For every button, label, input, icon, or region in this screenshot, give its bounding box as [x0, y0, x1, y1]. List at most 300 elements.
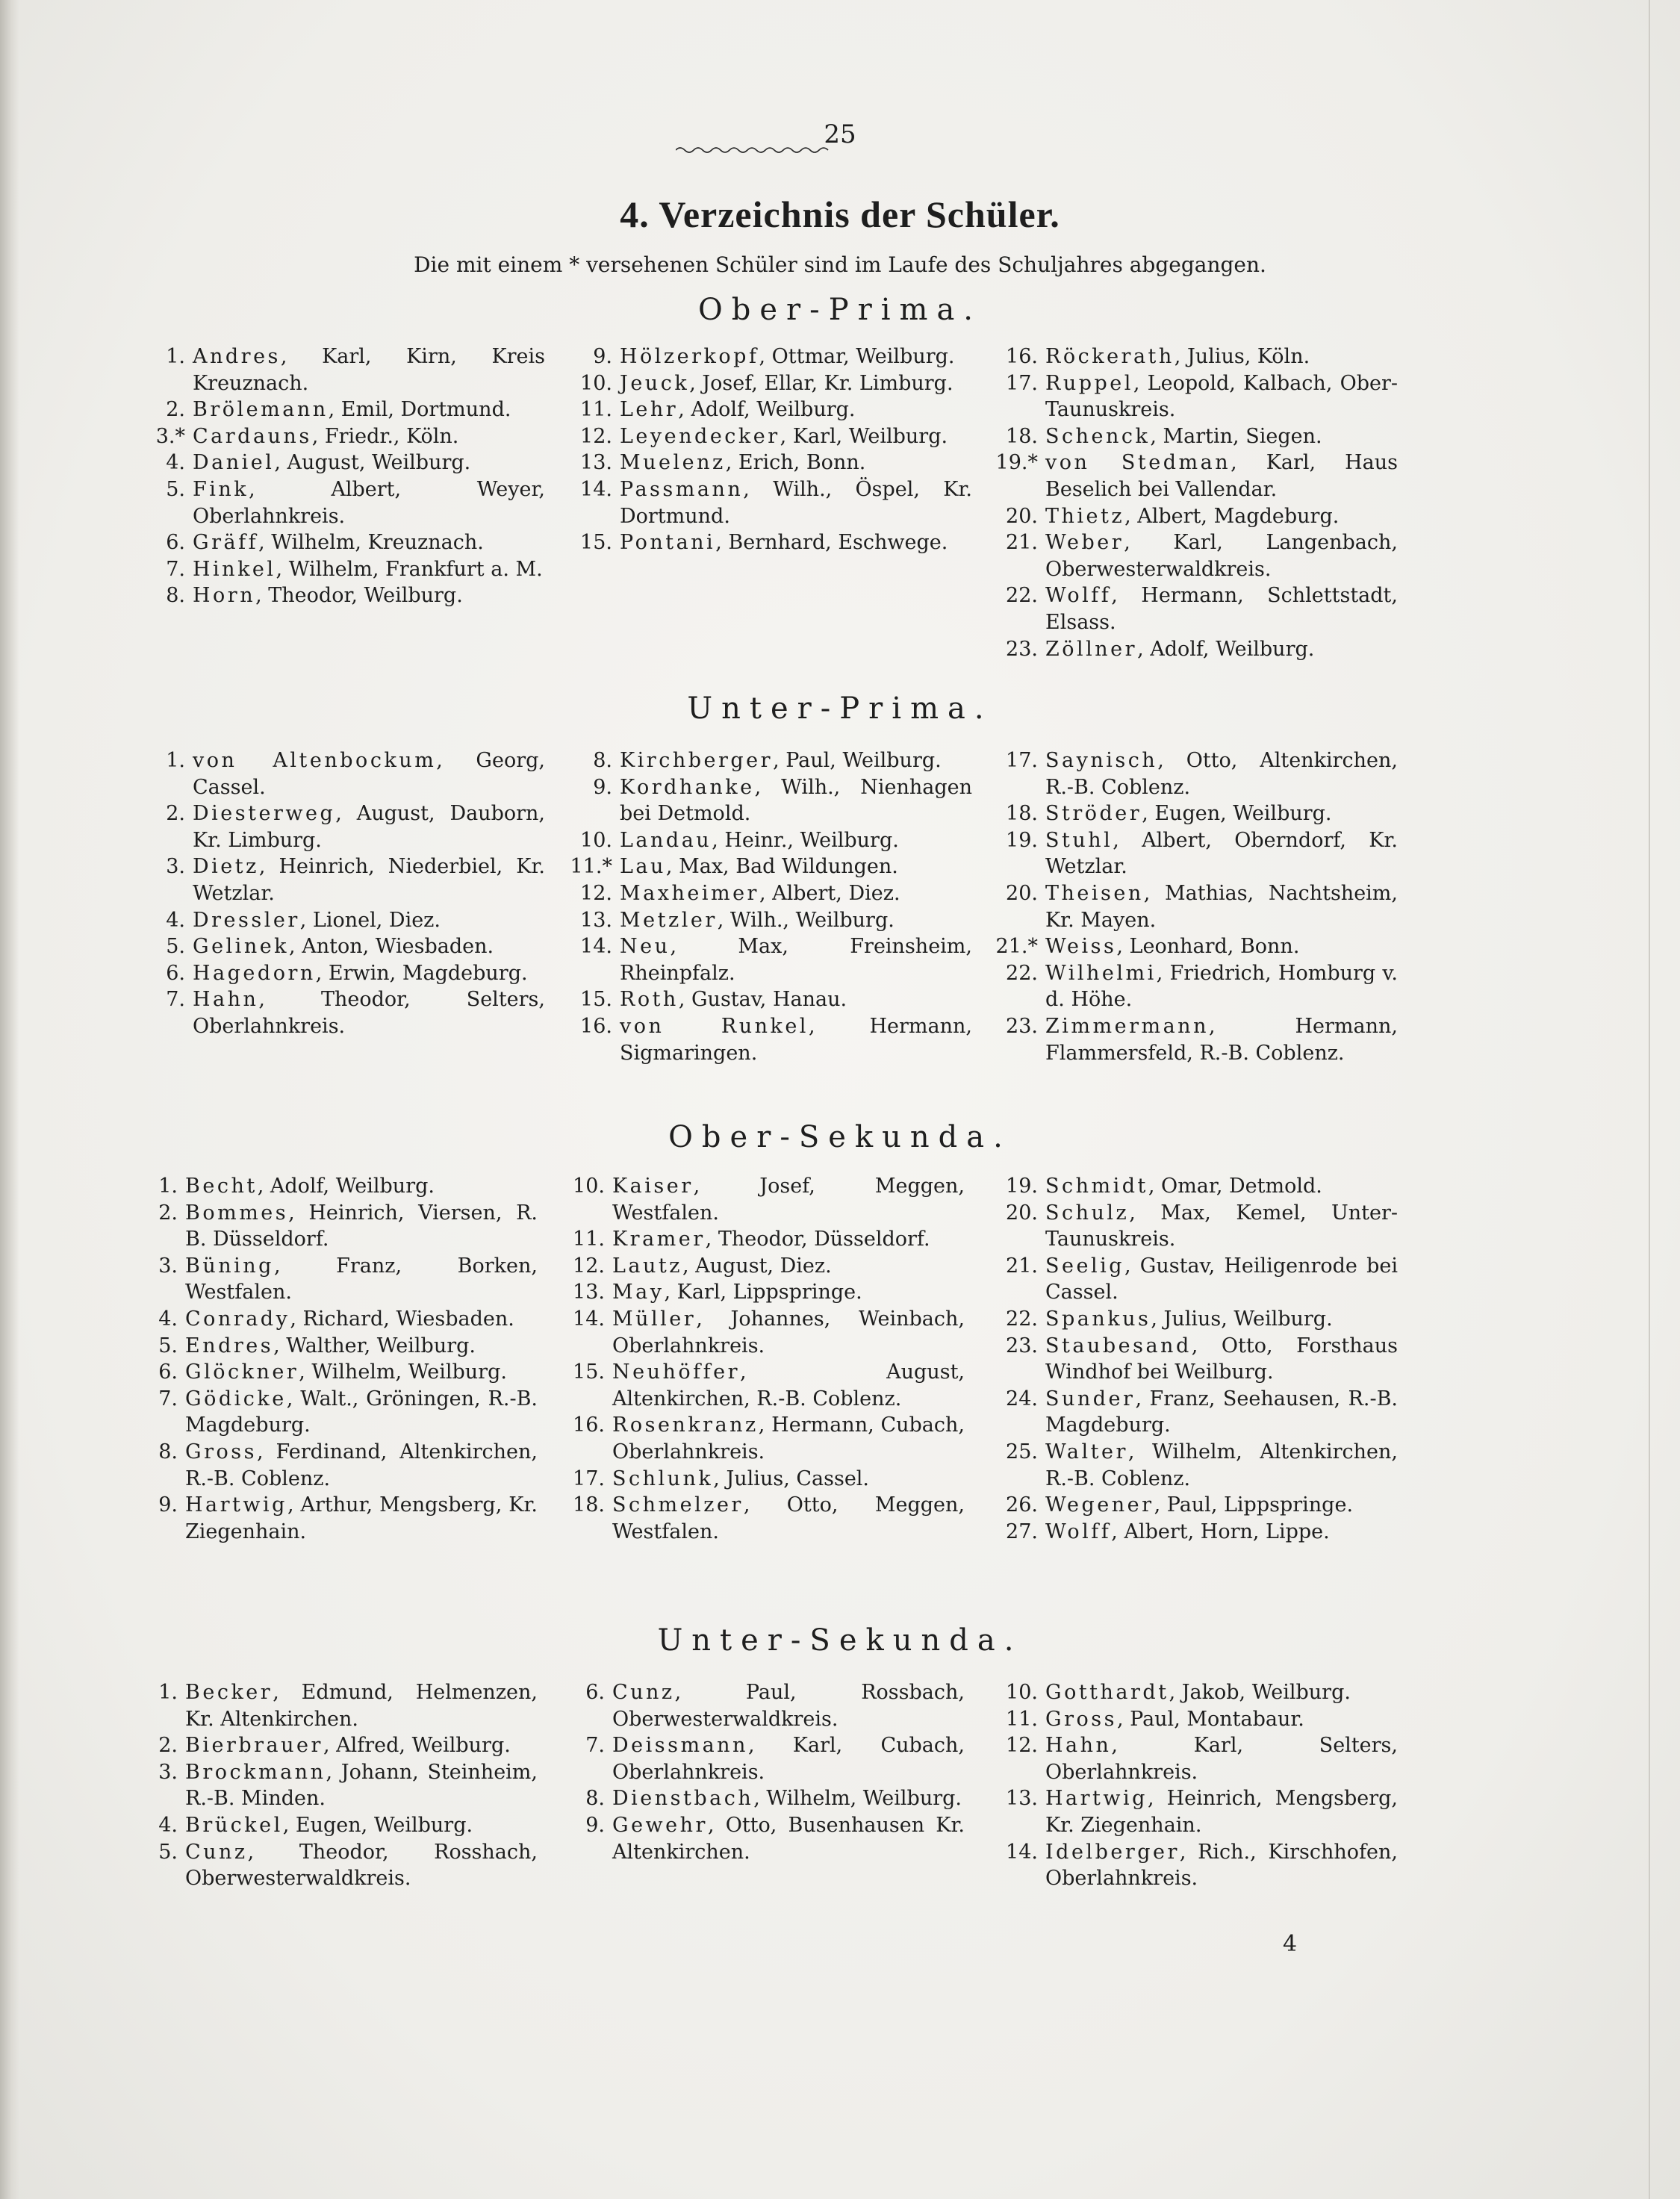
- student-details: , Otto, Busenhausen Kr. Altenkirchen.: [612, 1813, 965, 1864]
- list-column: [980, 1173, 1398, 1545]
- list-item: [980, 423, 1398, 450]
- student-surname: Lehr: [620, 398, 679, 422]
- student-details: , Wilhelm, Frankfurt a. M.: [276, 557, 543, 581]
- list-item: [980, 1839, 1398, 1892]
- entry-number: 22.: [1006, 1307, 1038, 1331]
- note-text: Die mit einem * versehenen Schüler sind im Laufe des Schuljahres abgegangen.: [414, 252, 1266, 277]
- entry-number: 18.: [1006, 424, 1038, 448]
- student-surname: Muelenz: [620, 451, 726, 475]
- entry-text: [1045, 1439, 1398, 1492]
- list-item: [980, 1386, 1398, 1439]
- student-surname: Brölemann: [193, 398, 329, 422]
- list-item: [980, 827, 1398, 880]
- list-column: [547, 1173, 965, 1545]
- entry-number: 15.: [580, 988, 612, 1012]
- entry-number: 13.: [573, 1281, 605, 1304]
- student-surname: Müller: [612, 1307, 697, 1331]
- list-item: [980, 1200, 1398, 1253]
- student-details: , Rich., Kirschhofen, Oberlahnkreis.: [1045, 1840, 1398, 1891]
- entry-text: [185, 1812, 538, 1839]
- student-surname: Brückel: [185, 1813, 283, 1837]
- entry-text: [620, 747, 972, 774]
- page-binding-shadow: [0, 0, 19, 2199]
- student-surname: Stuhl: [1045, 828, 1113, 852]
- student-details: , Erwin, Magdeburg.: [315, 961, 528, 985]
- student-details: , Albert, Diez.: [759, 881, 900, 905]
- entry-number: 7.: [585, 1734, 605, 1758]
- student-surname: Ruppel: [1045, 371, 1133, 395]
- list-item: [119, 1492, 538, 1545]
- entry-text: [620, 774, 972, 827]
- student-surname: Gödicke: [185, 1387, 287, 1410]
- student-surname: Landau: [620, 828, 712, 852]
- entry-number: 7.: [166, 557, 185, 581]
- entry-number: 5.: [166, 935, 185, 959]
- student-details: , Wilh., Öspel, Kr. Dortmund.: [620, 477, 972, 528]
- list-item: [554, 747, 972, 774]
- list-item: [980, 1785, 1398, 1838]
- student-details: , Eugen, Weilburg.: [282, 1813, 473, 1837]
- student-details: , Jakob, Weilburg.: [1169, 1681, 1351, 1704]
- list-item: [547, 1359, 965, 1412]
- entry-number: 12.: [580, 881, 612, 905]
- student-surname: Weiss: [1045, 935, 1117, 959]
- entry-text: [193, 582, 545, 609]
- list-item: [980, 370, 1398, 423]
- student-surname: Wilhelmi: [1045, 961, 1157, 985]
- entry-text: [1045, 529, 1398, 582]
- student-details: , Karl, Weilburg.: [780, 424, 948, 448]
- entry-text: [185, 1759, 538, 1812]
- entry-number: 1.: [166, 345, 185, 368]
- entry-text: [1045, 1492, 1398, 1519]
- student-surname: Pontani: [620, 531, 716, 555]
- list-column: [547, 1679, 965, 1865]
- entry-number: 5.: [158, 1840, 178, 1864]
- list-item: [127, 933, 545, 960]
- student-details: , Albert, Oberndorf, Kr. Wetzlar.: [1045, 828, 1398, 879]
- student-details: , Adolf, Weilburg.: [678, 398, 856, 422]
- entry-number: 6.: [166, 961, 185, 985]
- list-item: [554, 774, 972, 827]
- entry-number: 16.: [580, 1014, 612, 1038]
- entry-text: [1045, 1333, 1398, 1386]
- student-surname: Büning: [185, 1254, 274, 1278]
- entry-number: 3.: [166, 855, 185, 879]
- entry-text: [193, 853, 545, 906]
- student-surname: Wegener: [1045, 1493, 1154, 1517]
- entry-text: [193, 476, 545, 529]
- list-item: [547, 1785, 965, 1812]
- student-details: , Otto, Forsthaus Windhof bei Weilburg.: [1045, 1334, 1398, 1384]
- list-item: [547, 1306, 965, 1359]
- student-surname: Fink: [193, 477, 249, 501]
- entry-number: 12.: [573, 1254, 605, 1278]
- list-column: [127, 343, 545, 609]
- student-details: , Alfred, Weilburg.: [323, 1734, 511, 1758]
- entry-text: [620, 529, 972, 556]
- student-details: , Johann, Steinheim, R.-B. Minden.: [185, 1760, 538, 1811]
- list-item: [980, 1732, 1398, 1785]
- list-item: [127, 450, 545, 476]
- list-item: [980, 747, 1398, 800]
- student-details: , Karl, Kirn, Kreis Kreuznach.: [193, 345, 545, 395]
- list-item: [980, 1519, 1398, 1546]
- student-surname: Lau: [620, 855, 666, 879]
- list-item: [127, 853, 545, 906]
- list-item: [554, 529, 972, 556]
- list-item: [119, 1732, 538, 1759]
- student-details: , Albert, Magdeburg.: [1124, 504, 1340, 528]
- entry-number: 8.: [585, 1787, 605, 1811]
- student-details: , Omar, Detmold.: [1148, 1175, 1322, 1198]
- student-details: , Adolf, Weilburg.: [1137, 637, 1315, 661]
- student-details: , Eugen, Weilburg.: [1142, 802, 1332, 826]
- student-surname: Zimmermann: [1045, 1014, 1209, 1038]
- student-surname: Schmelzer: [612, 1493, 744, 1517]
- entry-text: [1045, 747, 1398, 800]
- entry-number: 11.*: [570, 855, 612, 879]
- list-item: [547, 1226, 965, 1253]
- entry-number: 7.: [166, 988, 185, 1012]
- entry-text: [1045, 827, 1398, 880]
- student-surname: Spankus: [1045, 1307, 1151, 1331]
- entry-number: 24.: [1006, 1387, 1038, 1410]
- entry-number: 25.: [1006, 1440, 1038, 1464]
- entry-text: [620, 396, 972, 423]
- student-surname: von Stedman: [1045, 451, 1231, 475]
- list-item: [554, 343, 972, 370]
- entry-number: 4.: [158, 1813, 178, 1837]
- student-details: , Georg, Cassel.: [193, 749, 545, 799]
- student-surname: Staubesand: [1045, 1334, 1192, 1357]
- entry-text: [612, 1492, 965, 1545]
- student-details: , Friedrich, Homburg v. d. Höhe.: [1045, 961, 1398, 1012]
- student-details: , Franz, Borken, Westfalen.: [185, 1254, 538, 1304]
- student-surname: Sunder: [1045, 1387, 1136, 1410]
- entry-text: [1045, 503, 1398, 530]
- student-surname: Kordhanke: [620, 775, 755, 799]
- entry-text: [1045, 636, 1398, 663]
- student-surname: Cunz: [612, 1681, 675, 1704]
- entry-text: [1045, 450, 1398, 503]
- list-item: [554, 986, 972, 1013]
- student-surname: Hahn: [193, 988, 259, 1012]
- entry-number: 8.: [593, 749, 612, 772]
- entry-text: [620, 450, 972, 476]
- entry-text: [1045, 1732, 1398, 1785]
- student-surname: Hinkel: [193, 557, 276, 581]
- list-item: [119, 1812, 538, 1839]
- student-surname: Maxheimer: [620, 881, 759, 905]
- entry-text: [185, 1333, 538, 1360]
- list-item: [980, 800, 1398, 827]
- entry-text: [612, 1173, 965, 1226]
- list-item: [980, 933, 1398, 960]
- entry-number: 10.: [580, 828, 612, 852]
- list-item: [980, 503, 1398, 530]
- entry-number: 6.: [585, 1681, 605, 1704]
- entry-text: [1045, 582, 1398, 635]
- student-details: , Paul, Montabaur.: [1116, 1707, 1304, 1731]
- student-details: , Wilh., Nienhagen bei Detmold.: [620, 775, 972, 826]
- entry-number: 2.: [166, 802, 185, 826]
- student-details: , August, Weilburg.: [274, 451, 471, 475]
- student-details: , Heinrich, Niederbiel, Kr. Wetzlar.: [193, 855, 545, 905]
- entry-text: [1045, 1785, 1398, 1838]
- student-details: , Albert, Weyer, Oberlahnkreis.: [193, 477, 545, 528]
- entry-text: [1045, 1253, 1398, 1306]
- list-item: [547, 1466, 965, 1493]
- list-item: [547, 1173, 965, 1226]
- student-surname: Becker: [185, 1681, 273, 1704]
- list-item: [554, 476, 972, 529]
- entry-text: [193, 343, 545, 396]
- student-details: , Ottmar, Weilburg.: [759, 345, 955, 368]
- list-item: [980, 343, 1398, 370]
- entry-number: 23.: [1006, 1014, 1038, 1038]
- student-details: , Heinrich, Mengsberg, Kr. Ziegenhain.: [1045, 1787, 1398, 1837]
- student-details: , Wilhelm, Weilburg.: [299, 1360, 507, 1384]
- entry-text: [185, 1173, 538, 1200]
- entry-text: [1045, 1173, 1398, 1200]
- entry-text: [620, 933, 972, 986]
- list-item: [127, 986, 545, 1039]
- entry-number: 18.: [573, 1493, 605, 1517]
- list-column: [119, 1173, 538, 1545]
- entry-text: [185, 1386, 538, 1439]
- student-details: , Karl, Cubach, Oberlahnkreis.: [612, 1734, 965, 1784]
- student-surname: Roth: [620, 988, 679, 1012]
- student-details: , Edmund, Helmenzen, Kr. Altenkirchen.: [185, 1681, 538, 1731]
- entry-text: [620, 827, 972, 854]
- list-item: [547, 1492, 965, 1545]
- list-item: [127, 960, 545, 987]
- student-details: , Gustav, Hanau.: [678, 988, 847, 1012]
- entry-text: [620, 880, 972, 907]
- student-details: , Richard, Wiesbaden.: [290, 1307, 514, 1331]
- entry-text: [612, 1226, 965, 1253]
- list-item: [547, 1812, 965, 1865]
- entry-number: 22.: [1006, 961, 1038, 985]
- entry-number: 1.: [166, 749, 185, 772]
- list-item: [980, 1013, 1398, 1066]
- student-details: , Karl, Langenbach, Oberwesterwaldkreis.: [1045, 531, 1398, 581]
- student-surname: Ströder: [1045, 802, 1142, 826]
- list-item: [554, 853, 972, 880]
- entry-number: 5.: [166, 477, 185, 501]
- student-surname: Neuhöffer: [612, 1360, 741, 1384]
- entry-number: 21.*: [995, 935, 1038, 959]
- entry-text: [620, 1013, 972, 1066]
- entry-number: 16.: [573, 1413, 605, 1437]
- list-item: [127, 747, 545, 800]
- entry-text: [1045, 1200, 1398, 1253]
- list-item: [554, 1013, 972, 1066]
- student-details: , Gustav, Heiligenrode bei Cassel.: [1045, 1254, 1398, 1304]
- entry-number: 6.: [158, 1360, 178, 1384]
- student-details: , Josef, Ellar, Kr. Limburg.: [689, 371, 953, 395]
- list-item: [119, 1759, 538, 1812]
- student-details: , August, Altenkirchen, R.-B. Coblenz.: [612, 1360, 965, 1410]
- entry-number: 11.: [573, 1228, 605, 1251]
- student-surname: Walter: [1045, 1440, 1128, 1464]
- student-surname: Kramer: [612, 1228, 706, 1251]
- page-title: 4. Verzeichnis der Schüler.: [620, 193, 1060, 235]
- student-details: , Walther, Weilburg.: [273, 1334, 476, 1357]
- student-surname: Seelig: [1045, 1254, 1125, 1278]
- student-details: , Julius, Weilburg.: [1151, 1307, 1333, 1331]
- student-surname: Wolff: [1045, 1520, 1112, 1543]
- entry-number: 23.: [1006, 637, 1038, 661]
- entry-number: 9.: [593, 775, 612, 799]
- student-details: , Theodor, Rosshach, Oberwesterwaldkreis.: [185, 1840, 538, 1891]
- student-details: , Theodor, Selters, Oberlahnkreis.: [193, 988, 545, 1038]
- list-column: [554, 747, 972, 1066]
- entry-text: [612, 1253, 965, 1280]
- entry-text: [612, 1812, 965, 1865]
- entry-number: 9.: [585, 1813, 605, 1837]
- student-details: , Johannes, Weinbach, Oberlahnkreis.: [612, 1307, 965, 1357]
- student-surname: Röckerath: [1045, 345, 1175, 368]
- student-surname: von Runkel: [620, 1014, 809, 1038]
- entry-text: [185, 1839, 538, 1892]
- list-item: [980, 450, 1398, 503]
- student-details: , August, Dauborn, Kr. Limburg.: [193, 802, 545, 852]
- list-item: [980, 1173, 1398, 1200]
- student-surname: Conrady: [185, 1307, 290, 1331]
- student-surname: Diesterweg: [193, 802, 336, 826]
- list-item: [980, 960, 1398, 1013]
- student-surname: Neu: [620, 935, 671, 959]
- student-surname: May: [612, 1281, 665, 1304]
- entry-number: 17.: [1006, 371, 1038, 395]
- list-item: [980, 582, 1398, 635]
- student-surname: Thietz: [1045, 504, 1125, 528]
- entry-number: 3.*: [155, 424, 185, 448]
- entry-number: 4.: [166, 451, 185, 475]
- student-surname: Brockmann: [185, 1760, 326, 1784]
- student-details: , Paul, Lippspringe.: [1154, 1493, 1354, 1517]
- entry-number: 19.: [1006, 1175, 1038, 1198]
- student-details: , Julius, Köln.: [1174, 345, 1310, 368]
- entry-text: [1045, 933, 1398, 960]
- student-surname: Dietz: [193, 855, 259, 879]
- entry-text: [193, 986, 545, 1039]
- list-item: [127, 343, 545, 396]
- wavy-rule: [676, 144, 829, 156]
- list-item: [119, 1200, 538, 1253]
- student-details: , Leonhard, Bonn.: [1116, 935, 1300, 959]
- entry-number: 5.: [158, 1334, 178, 1357]
- entry-text: [193, 907, 545, 934]
- list-item: [119, 1253, 538, 1306]
- entry-number: 17.: [1006, 749, 1038, 772]
- list-item: [119, 1173, 538, 1200]
- entry-text: [1045, 1306, 1398, 1333]
- student-surname: Hartwig: [185, 1493, 287, 1517]
- entry-text: [185, 1732, 538, 1759]
- list-item: [980, 1439, 1398, 1492]
- student-surname: Gross: [1045, 1707, 1117, 1731]
- list-item: [547, 1279, 965, 1306]
- entry-text: [1045, 1386, 1398, 1439]
- student-surname: Andres: [193, 345, 281, 368]
- student-details: , Friedr., Köln.: [311, 424, 459, 448]
- student-details: , Karl, Selters, Oberlahnkreis.: [1045, 1734, 1398, 1784]
- entry-number: 4.: [166, 908, 185, 932]
- entry-number: 13.: [580, 908, 612, 932]
- list-item: [119, 1333, 538, 1360]
- list-item: [547, 1412, 965, 1465]
- student-details: , Wilh., Weilburg.: [717, 908, 895, 932]
- list-item: [980, 1306, 1398, 1333]
- student-details: , Max, Kemel, Unter-Taunuskreis.: [1045, 1201, 1398, 1251]
- student-details: , Franz, Seehausen, R.-B. Magdeburg.: [1045, 1387, 1398, 1437]
- student-surname: Bierbrauer: [185, 1734, 323, 1758]
- student-details: , Wilhelm, Altenkirchen, R.-B. Coblenz.: [1045, 1440, 1398, 1490]
- student-surname: Metzler: [620, 908, 718, 932]
- entry-text: [620, 476, 972, 529]
- entry-text: [612, 1412, 965, 1465]
- student-details: , Adolf, Weilburg.: [257, 1175, 435, 1198]
- list-item: [980, 1333, 1398, 1386]
- student-surname: Glöckner: [185, 1360, 299, 1384]
- entry-text: [193, 556, 545, 583]
- entry-number: 22.: [1006, 584, 1038, 608]
- student-surname: Cunz: [185, 1840, 248, 1864]
- list-item: [547, 1253, 965, 1280]
- entry-number: 15.: [580, 531, 612, 555]
- entry-number: 14.: [573, 1307, 605, 1331]
- student-surname: Idelberger: [1045, 1840, 1180, 1864]
- entry-text: [612, 1279, 965, 1306]
- entry-text: [185, 1200, 538, 1253]
- entry-number: 8.: [166, 584, 185, 608]
- list-column: [980, 343, 1398, 662]
- list-item: [119, 1679, 538, 1732]
- list-item: [980, 1706, 1398, 1733]
- entry-text: [612, 1785, 965, 1812]
- section-heading-ober-sekunda: Ober-Sekunda.: [668, 1120, 1012, 1154]
- list-item: [127, 907, 545, 934]
- entry-number: 19.*: [995, 451, 1038, 475]
- student-surname: Becht: [185, 1175, 258, 1198]
- entry-text: [185, 1359, 538, 1386]
- entry-number: 15.: [573, 1360, 605, 1384]
- entry-text: [1045, 960, 1398, 1013]
- list-item: [554, 423, 972, 450]
- list-item: [980, 636, 1398, 663]
- student-details: , Hermann, Schlettstadt, Elsass.: [1045, 584, 1398, 634]
- entry-number: 21.: [1006, 1254, 1038, 1278]
- entry-number: 11.: [580, 398, 612, 422]
- entry-text: [185, 1253, 538, 1306]
- student-details: , Wilhelm, Weilburg.: [753, 1787, 962, 1811]
- student-details: , Otto, Altenkirchen, R.-B. Coblenz.: [1045, 749, 1398, 799]
- student-details: , Theodor, Düsseldorf.: [705, 1228, 930, 1251]
- student-surname: Gelinek: [193, 935, 290, 959]
- entry-number: 1.: [158, 1681, 178, 1704]
- entry-text: [612, 1359, 965, 1412]
- entry-text: [1045, 1679, 1398, 1706]
- entry-text: [185, 1679, 538, 1732]
- student-details: , Leopold, Kalbach, Ober-Taunuskreis.: [1045, 371, 1398, 422]
- student-details: , Heinrich, Viersen, R. B. Düsseldorf.: [185, 1201, 538, 1251]
- student-surname: Hahn: [1045, 1734, 1112, 1758]
- student-surname: Gotthardt: [1045, 1681, 1169, 1704]
- list-column: [980, 747, 1398, 1066]
